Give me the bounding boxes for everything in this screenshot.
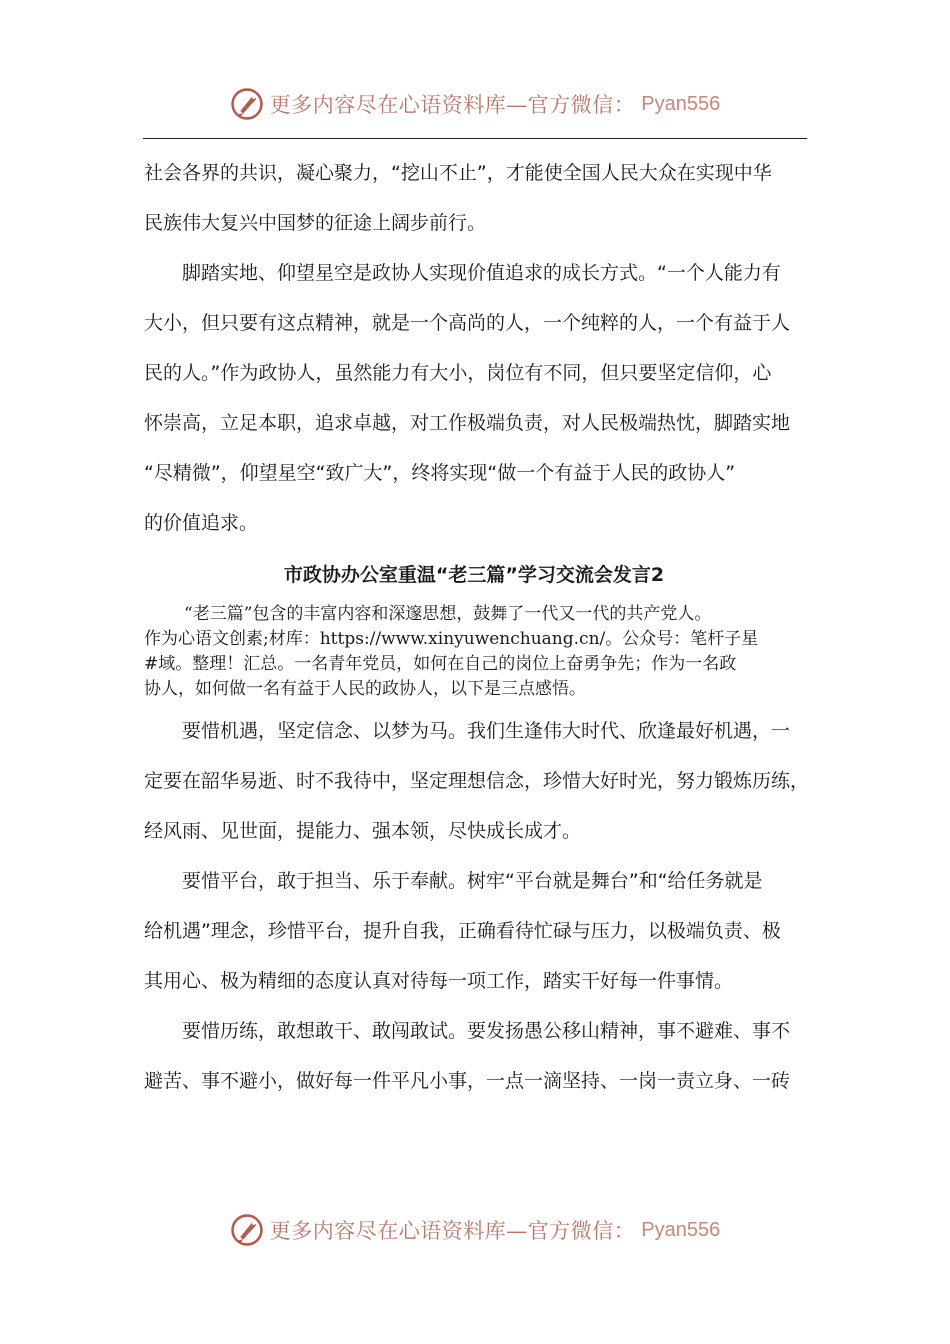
pen-nib-logo-icon <box>230 87 264 121</box>
pen-nib-logo-icon <box>230 1213 264 1247</box>
text-line: 的价值追求。 <box>144 512 259 534</box>
text-line: 民族伟大复兴中国梦的征途上阔步前行。 <box>144 212 487 234</box>
text-line: 经风雨、见世面，提能力、强本领，尽快成长成才。 <box>144 820 582 842</box>
text-line: 协人，如何做一名有益于人民的政协人，以下是三点感悟。 <box>144 679 586 699</box>
footer-banner <box>0 1208 950 1252</box>
paragraph <box>144 148 804 248</box>
banner-text: 更多内容尽在心语资料库—官方微信： <box>269 93 636 117</box>
paragraph <box>144 856 804 1006</box>
text-line: “老三篇”包含的丰富内容和深邃思想，鼓舞了一代又一代的共产党人。 <box>184 604 712 624</box>
text-line: 怀崇高，立足本职，追求卓越，对工作极端负责，对人民极端热忱，脚踏实地 <box>144 412 791 434</box>
paragraph <box>144 602 804 702</box>
text-line: 社会各界的共识，凝心聚力，“挖山不止”，才能使全国人民大众在实现中华 <box>144 162 772 184</box>
text-line: 脚踏实地、仰望星空是政协人实现价值追求的成长方式。“一个人能力有 <box>182 262 781 284</box>
text-line: “尽精微”，仰望星空“致广大”，终将实现“做一个有益于人民的政协人” <box>144 462 736 484</box>
document-body <box>144 148 810 1106</box>
paragraph <box>144 706 810 856</box>
banner-text: 更多内容尽在心语资料库—官方微信： <box>269 1219 636 1243</box>
text-line: 作为心语文创素;材库：https://www.xinyuwenchuang.cn/。公众号：笔杆子星 <box>144 629 759 649</box>
banner-wechat-id: Pyan556 <box>641 1218 721 1241</box>
paragraph <box>144 248 804 548</box>
paragraph <box>144 1006 804 1106</box>
text-line: 要惜平台，敢于担当、乐于奉献。树牢“平台就是舞台”和“给任务就是 <box>182 870 763 892</box>
banner-wechat-id: Pyan556 <box>641 92 721 115</box>
text-line: 给机遇”理念，珍惜平台，提升自我，正确看待忙碌与压力，以极端负责、极 <box>144 920 781 942</box>
header-divider <box>143 138 807 139</box>
text-line: 大小，但只要有这点精神，就是一个高尚的人，一个纯粹的人，一个有益于人 <box>144 312 791 334</box>
text-line: #域。整理！汇总。一名青年党员，如何在自己的岗位上奋勇争先；作为一名政 <box>144 654 737 674</box>
text-line: 其用心、极为精细的态度认真对待每一项工作，踏实干好每一件事情。 <box>144 970 734 992</box>
header-banner <box>0 82 950 126</box>
text-line: 要惜历练，敢想敢干、敢闯敢试。要发扬愚公移山精神，事不避难、事不 <box>182 1020 791 1042</box>
text-line: 要惜机遇，坚定信念、以梦为马。我们生逢伟大时代、欣逢最好机遇，一 <box>182 720 791 742</box>
text-line: 民的人。”作为政协人，虽然能力有大小，岗位有不同，但只要坚定信仰，心 <box>144 362 772 384</box>
section-heading: 市政协办公室重温“老三篇”学习交流会发言2 <box>283 564 665 586</box>
text-line: 定要在韶华易逝、时不我待中，坚定理想信念，珍惜大好时光，努力锻炼历练， <box>144 770 810 792</box>
text-line: 避苦、事不避小，做好每一件平凡小事，一点一滴坚持、一岗一责立身、一砖 <box>144 1070 791 1092</box>
